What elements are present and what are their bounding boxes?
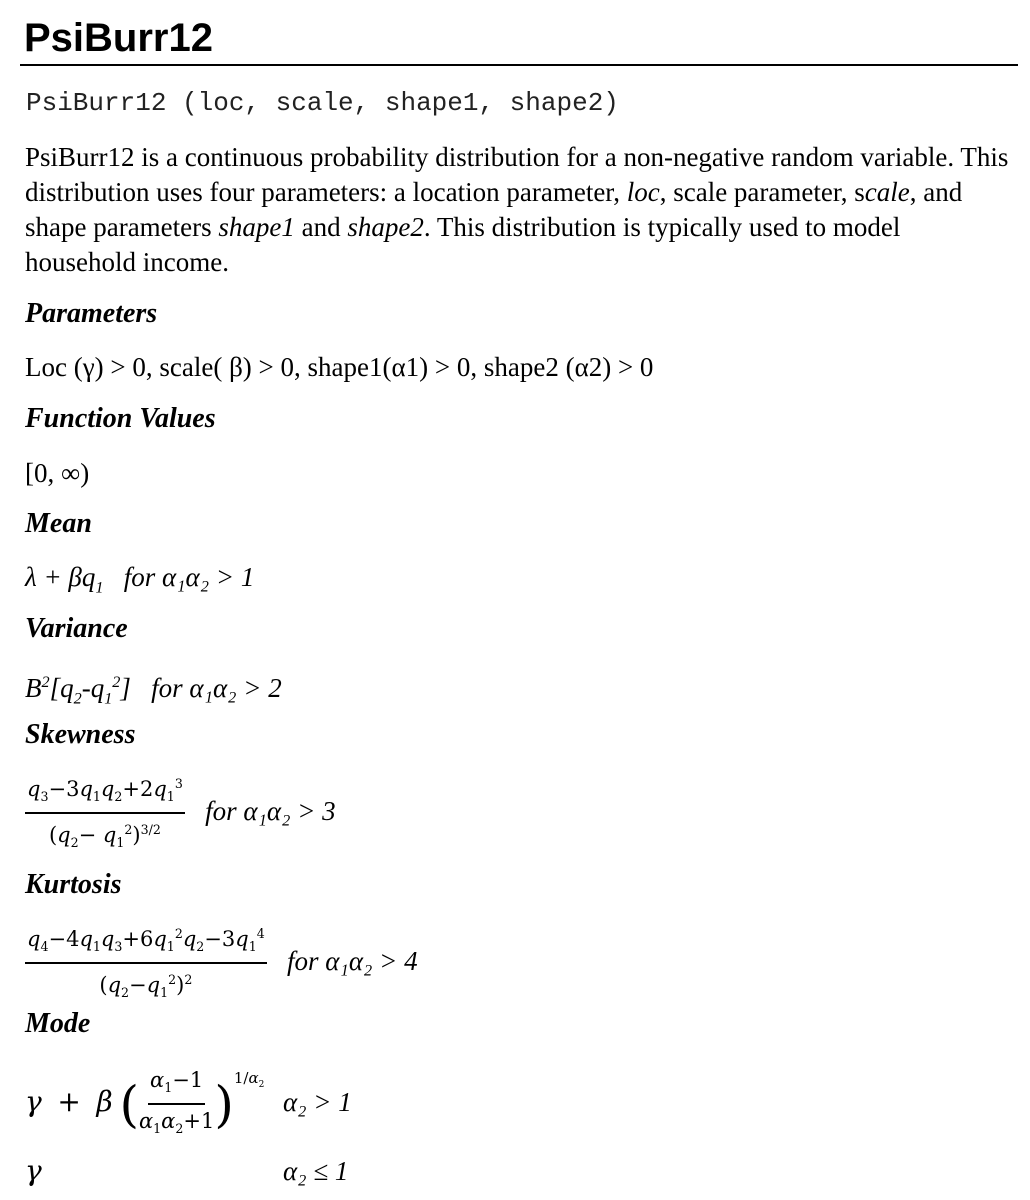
mode-fraction: $\frac{\alpha_1-1}{\alpha_1\alpha_2+1}$ bbox=[138, 1068, 215, 1137]
function-signature: PsiBurr12 (loc, scale, shape1, shape2) bbox=[26, 88, 619, 118]
desc-loc: loc bbox=[626, 177, 660, 207]
desc-text: , and shape parameters bbox=[25, 177, 963, 242]
mean-formula: $\lambda + \beta q_1$ for α₁α₂ > 1 bbox=[25, 562, 255, 597]
mode-condition-1: α₂ > 1 bbox=[283, 1087, 352, 1117]
mode-condition-2: α₂ ≤ 1 bbox=[283, 1156, 349, 1186]
desc-text: PsiBurr12 is a continuous probability distribution for a non-negative random variable. This distribution uses four parameters: a location parameter, bbox=[25, 142, 1009, 207]
desc-text: and bbox=[294, 212, 348, 242]
kurtosis-condition: for α₁α₂ > 4 bbox=[287, 945, 418, 976]
skewness-condition: for α₁α₂ > 3 bbox=[205, 795, 336, 826]
desc-text: , scale parameter, s bbox=[659, 177, 865, 207]
kurtosis-fraction: $\frac{q_4-4q_1q_3+6q_1^2q_2-3q_1^4}{(q_2-q_1^2)^2}$ bbox=[25, 922, 267, 1005]
skewness-formula bbox=[25, 772, 336, 855]
heading-function-values: Function Values bbox=[25, 403, 216, 434]
kurtosis-formula bbox=[25, 922, 418, 1005]
desc-scale: cale bbox=[864, 177, 910, 207]
title-divider bbox=[20, 64, 1018, 66]
heading-mean: Mean bbox=[25, 508, 92, 539]
heading-mode: Mode bbox=[25, 1008, 91, 1039]
mode-formula-1: γ + β ( $\frac{\alpha_1-1}{\alpha_1\alpha_2+1}$ )$^{1/\alpha_2}$ α₂ > 1 bbox=[25, 1068, 625, 1141]
desc-shape2: shape2 bbox=[347, 212, 424, 242]
page-title: PsiBurr12 bbox=[24, 16, 213, 60]
desc-text: . This distribution is typically used to model household income. bbox=[25, 212, 901, 277]
parameters-text: Loc (γ) > 0, scale( β) > 0, shape1(α1) > 0, shape2 (α2) > 0 bbox=[25, 352, 654, 382]
skewness-fraction: $\frac{q_3-3q_1q_2+2q_1^3}{(q_2- q_1^2)^{3/2}}$ bbox=[25, 772, 185, 855]
heading-variance: Variance bbox=[25, 613, 128, 644]
mean-condition: for α₁α₂ > 1 bbox=[123, 562, 255, 592]
description-paragraph bbox=[25, 140, 1015, 280]
variance-condition: for α₁α₂ > 2 bbox=[151, 673, 282, 703]
function-values-text: [0, ∞) bbox=[25, 458, 90, 488]
heading-parameters: Parameters bbox=[25, 298, 158, 329]
variance-formula: $B^2[q_2-q_1^2]$ for α₁α₂ > 2 bbox=[25, 673, 282, 708]
mode-formula-2: γ α₂ ≤ 1 bbox=[25, 1154, 349, 1187]
heading-kurtosis: Kurtosis bbox=[25, 869, 122, 900]
heading-skewness: Skewness bbox=[25, 719, 136, 750]
desc-shape1: shape1 bbox=[218, 212, 295, 242]
